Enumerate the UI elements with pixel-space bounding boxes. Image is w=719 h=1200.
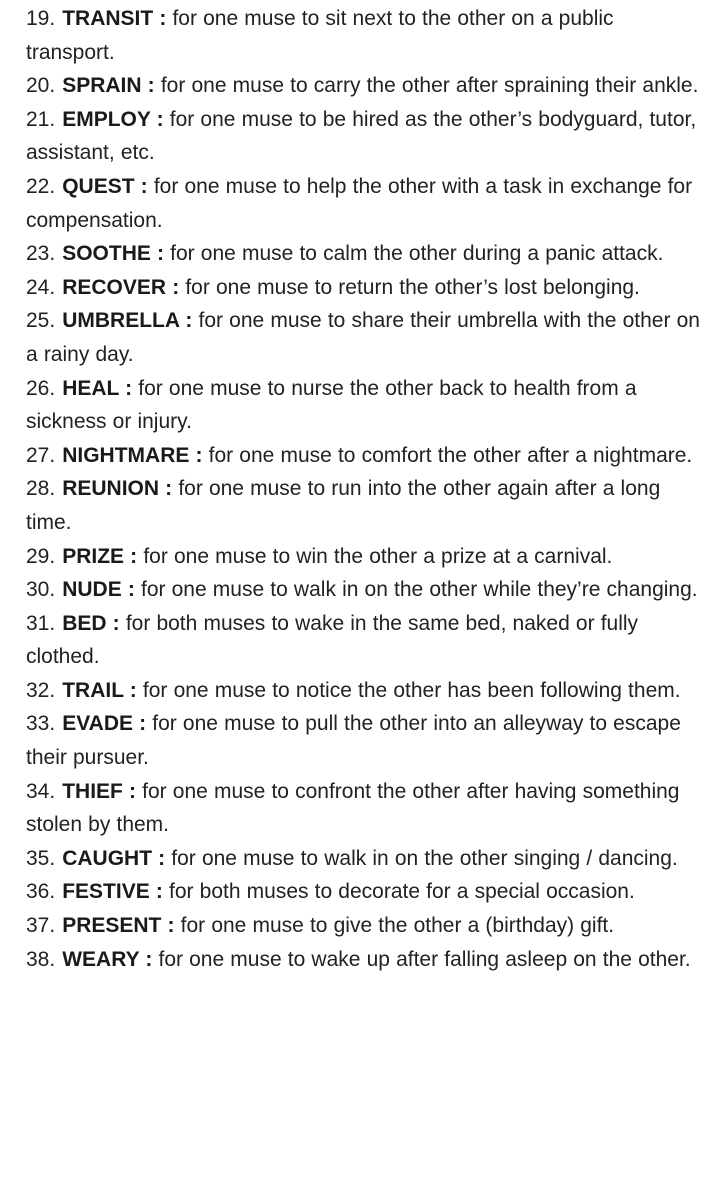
prompt-number: 32.	[26, 678, 56, 702]
prompt-number: 25.	[26, 309, 56, 333]
prompt-number: 35.	[26, 846, 56, 870]
prompt-keyword: RECOVER :	[62, 275, 180, 299]
prompt-keyword: PRIZE :	[62, 544, 138, 568]
prompt-text: for one muse to sit next to the other on a public transport.	[26, 7, 614, 64]
prompt-text: for one muse to walk in on the other singing / dancing.	[171, 846, 678, 870]
prompt-text: for both muses to decorate for a special occasion.	[169, 880, 635, 904]
prompt-text: for both muses to wake in the same bed, naked or fully clothed.	[26, 611, 639, 669]
prompt-number: 30.	[26, 578, 56, 602]
prompt-item-32	[26, 674, 701, 708]
prompt-item-20	[26, 69, 701, 103]
prompt-number: 19.	[26, 7, 56, 30]
prompt-text: for one muse to pull the other into an alleyway to escape their pursuer.	[26, 712, 681, 770]
prompt-keyword: SPRAIN :	[62, 74, 155, 98]
prompt-list	[26, 2, 701, 976]
prompt-item-35	[26, 842, 701, 876]
prompt-keyword: BED :	[62, 611, 120, 635]
prompt-item-36	[26, 875, 701, 909]
prompt-number: 21.	[26, 107, 56, 131]
prompt-item-24	[26, 271, 701, 305]
prompt-text: for one muse to calm the other during a panic attack.	[170, 242, 664, 266]
prompt-item-33	[26, 707, 701, 774]
prompt-number: 26.	[26, 376, 56, 400]
prompt-keyword: TRAIL :	[62, 678, 137, 702]
prompt-item-29	[26, 540, 701, 574]
prompt-text: for one muse to give the other a (birthday) gift.	[180, 914, 615, 938]
prompt-text: for one muse to notice the other has been following them.	[142, 678, 681, 702]
prompt-number: 20.	[26, 74, 56, 98]
prompt-item-31	[26, 607, 701, 674]
prompt-text: for one muse to share their umbrella with the other on a rainy day.	[26, 309, 700, 366]
prompt-keyword: REUNION :	[62, 477, 173, 501]
prompt-keyword: UMBRELLA :	[62, 309, 193, 333]
prompt-item-34	[26, 775, 701, 842]
prompt-keyword: NIGHTMARE :	[62, 443, 203, 467]
prompt-number: 38.	[26, 947, 56, 971]
prompt-keyword: NUDE :	[62, 578, 135, 602]
prompt-number: 34.	[26, 779, 56, 803]
prompt-text: for one muse to comfort the other after a nightmare.	[208, 443, 693, 467]
prompt-keyword: CAUGHT :	[62, 846, 166, 870]
prompt-item-23	[26, 237, 701, 271]
prompt-keyword: SOOTHE :	[62, 242, 165, 266]
prompt-keyword: WEARY :	[62, 947, 153, 971]
prompt-text: for one muse to nurse the other back to health from a sickness or injury.	[26, 376, 637, 434]
prompt-number: 36.	[26, 880, 56, 904]
prompt-text: for one muse to be hired as the other’s bodyguard, tutor, assistant, etc.	[26, 107, 697, 165]
prompt-text: for one muse to carry the other after spraining their ankle.	[160, 74, 699, 98]
prompt-item-27	[26, 439, 701, 473]
prompt-keyword: EVADE :	[62, 712, 147, 736]
prompt-item-21	[26, 103, 701, 170]
prompt-number: 33.	[26, 712, 56, 736]
prompt-text: for one muse to confront the other after having something stolen by them.	[26, 779, 680, 837]
prompt-keyword: THIEF :	[62, 779, 136, 803]
prompt-keyword: HEAL :	[62, 376, 133, 400]
prompt-item-28	[26, 472, 701, 539]
prompt-number: 22.	[26, 174, 56, 198]
prompt-number: 29.	[26, 544, 56, 568]
prompt-number: 23.	[26, 242, 56, 266]
prompt-text: for one muse to return the other’s lost belonging.	[185, 275, 640, 299]
prompt-number: 28.	[26, 477, 56, 501]
prompt-keyword: EMPLOY :	[62, 107, 164, 131]
prompt-number: 24.	[26, 275, 56, 299]
prompt-item-26	[26, 372, 701, 439]
prompt-text: for one muse to walk in on the other while they’re changing.	[140, 578, 698, 602]
prompt-keyword: PRESENT :	[62, 914, 175, 938]
prompt-keyword: QUEST :	[62, 174, 148, 198]
prompt-item-25	[26, 304, 701, 371]
prompt-number: 37.	[26, 914, 56, 938]
prompt-number: 27.	[26, 443, 56, 467]
prompt-text: for one muse to help the other with a task in exchange for compensation.	[26, 174, 693, 232]
prompt-item-30	[26, 573, 701, 607]
prompt-text: for one muse to wake up after falling asleep on the other.	[158, 947, 691, 971]
prompt-keyword: FESTIVE :	[62, 880, 163, 904]
prompt-text: for one muse to win the other a prize at a carnival.	[143, 544, 613, 568]
prompt-item-19	[26, 2, 701, 69]
prompt-item-22	[26, 170, 701, 237]
prompt-item-37	[26, 909, 701, 943]
prompt-keyword: TRANSIT :	[62, 7, 167, 30]
prompt-number: 31.	[26, 611, 56, 635]
prompt-item-38	[26, 943, 701, 977]
prompt-text: for one muse to run into the other again after a long time.	[26, 477, 661, 534]
